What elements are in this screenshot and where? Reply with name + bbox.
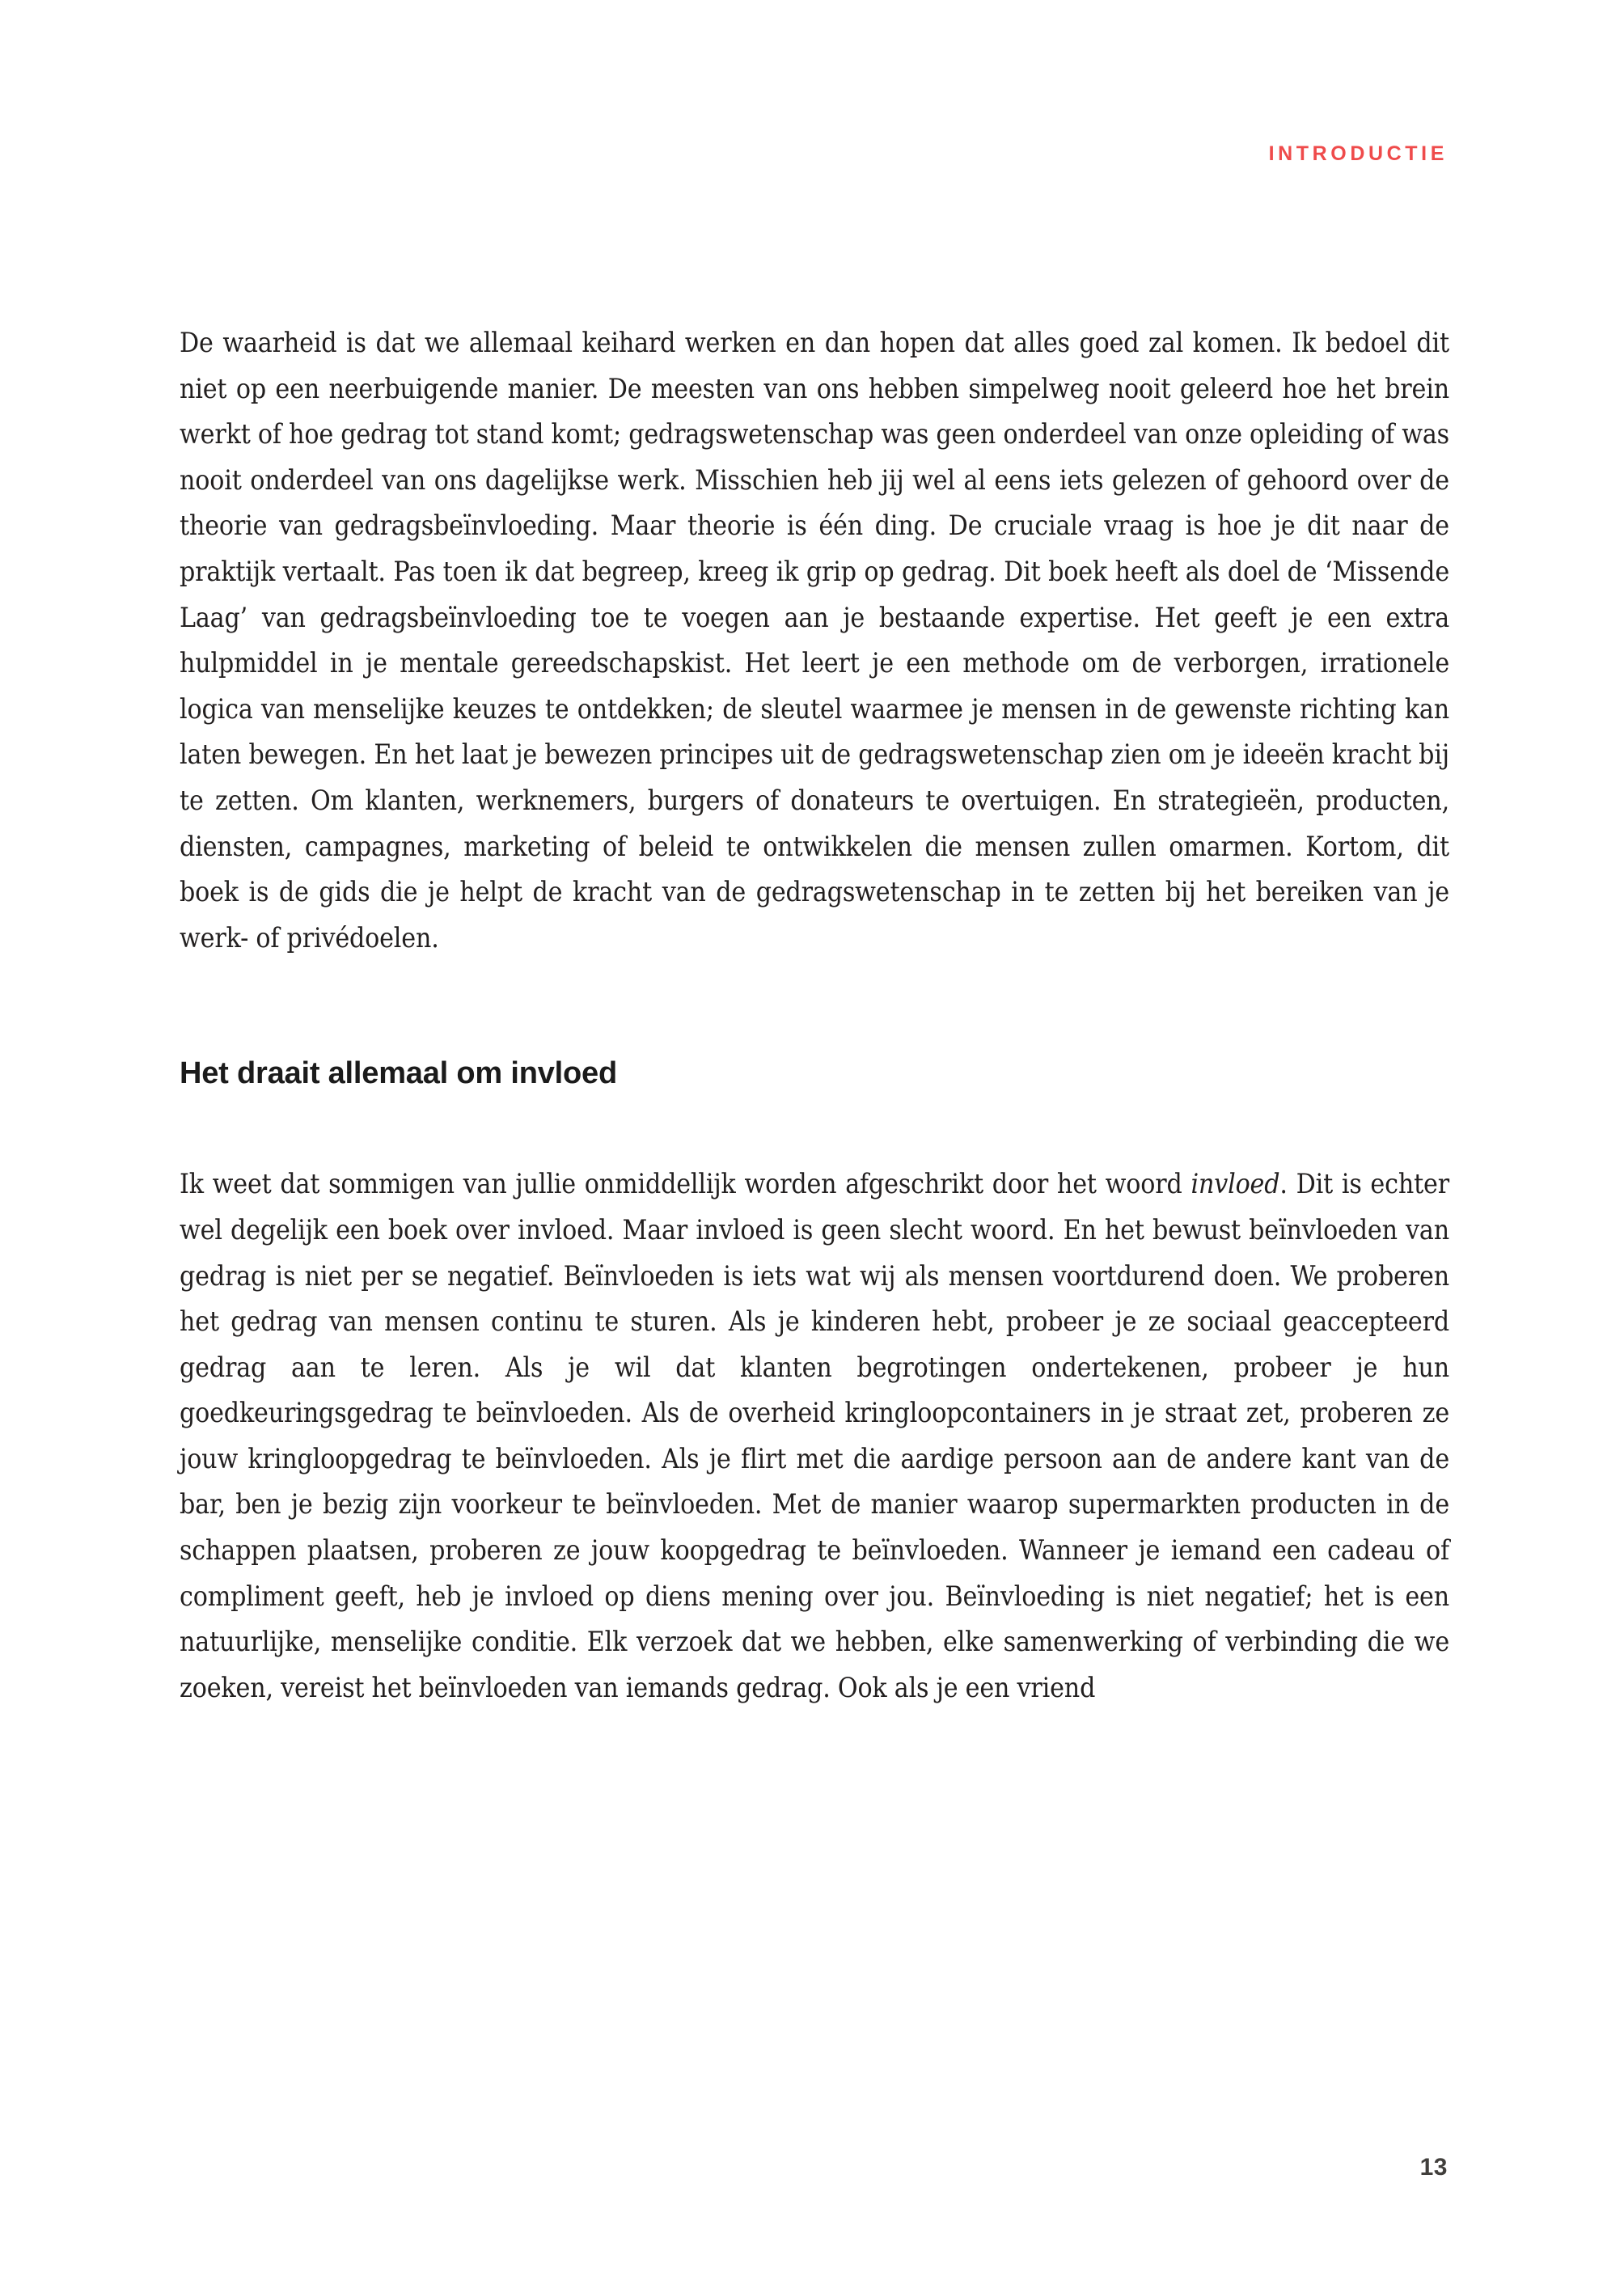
paragraph-2-text-before-italic: Ik weet dat sommigen van jullie onmiddellijk worden afgeschrikt door het woord: [180, 1168, 1191, 1200]
heading-spacer: [180, 1092, 1449, 1161]
page-number: 13: [1419, 2154, 1448, 2181]
body-paragraph-1: De waarheid is dat we allemaal keihard werken en dan hopen dat alles goed zal komen. Ik bedoel dit niet op een neerbuigende manier. De meesten van ons hebben simpelweg nooit geleerd hoe het brein werkt of hoe gedrag tot stand komt; gedragswetenschap was geen onderdeel van onze opleiding of was nooit onderdeel van ons dagelijkse werk. Misschien heb jij wel al eens iets gelezen of gehoord over de theorie van gedragsbeïnvloeding. Maar theorie is één ding. De cruciale vraag is hoe je dit naar de praktijk vertaalt. Pas toen ik dat begreep, kreeg ik grip op gedrag. Dit boek heeft als doel de ‘Missende Laag’ van gedragsbeïnvloeding toe te voegen aan je bestaande expertise. Het geeft je een extra hulpmiddel in je mentale gereedschapskist. Het leert je een methode om de verborgen, irrationele logica van menselijke keuzes te ontdekken; de sleutel waarmee je mensen in de gewenste richting kan laten bewegen. En het laat je bewezen principes uit de gedragswetenschap zien om je ideeën kracht bij te zetten. Om klanten, werknemers, burgers of donateurs te overtuigen. En strategieën, producten, diensten, campagnes, marketing of beleid te ontwikkelen die mensen zullen omarmen. Kortom, dit boek is de gids die je helpt de kracht van de gedragswetenschap in te zetten bij het bereiken van je werk- of privédoelen.: [180, 327, 1449, 954]
running-head: INTRODUCTIE: [1268, 142, 1448, 165]
body-paragraph-2: [180, 1161, 1449, 1711]
emphasized-word-invloed: invloed: [1191, 1168, 1280, 1200]
paragraph-2-text-after-italic: . Dit is echter wel degelijk een boek over invloed. Maar invloed is geen slecht woord. En het bewust beïnvloeden van gedrag is niet per se negatief. Beïnvloeden is iets wat wij als mensen voortdurend doen. We proberen het gedrag van mensen continu te sturen. Als je kinderen hebt, probeer je ze sociaal geaccepteerd gedrag aan te leren. Als je wil dat klanten begrotingen ondertekenen, probeer je hun goedkeuringsgedrag te beïnvloeden. Als de overheid kringloopcontainers in je straat zet, proberen ze jouw kringloopgedrag te beïnvloeden. Als je flirt met die aardige persoon aan de andere kant van de bar, ben je bezig zijn voorkeur te beïnvloeden. Met de manier waarop supermarkten producten in de schappen plaatsen, proberen ze jouw koopgedrag te beïnvloeden. Wanneer je iemand een cadeau of compliment geeft, heb je invloed op diens mening over jou. Beïnvloeding is niet negatief; het is een natuurlijke, menselijke conditie. Elk verzoek dat we hebben, elke samenwerking of verbinding die we zoeken, vereist het beïnvloeden van iemands gedrag. Ook als je een vriend: [180, 1168, 1450, 1703]
paragraph-spacer: [180, 961, 1449, 1055]
section-heading: Het draait allemaal om invloed: [180, 1056, 617, 1091]
text-column: [180, 320, 1449, 1711]
